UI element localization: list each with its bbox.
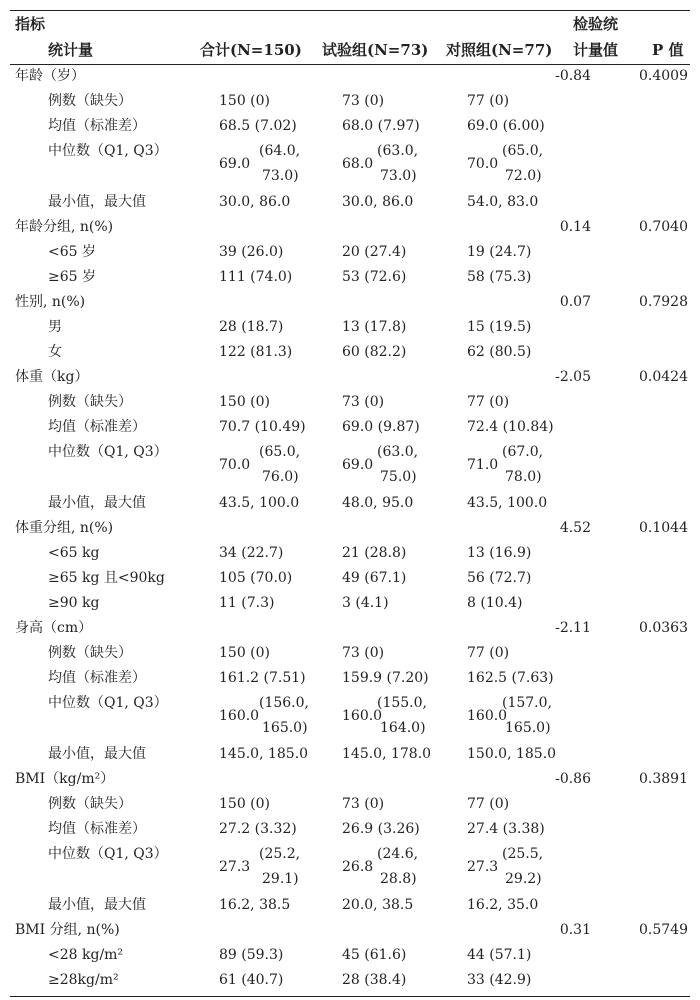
q3-value: 72.0) [505, 168, 542, 184]
row-label: 女 [48, 344, 62, 360]
table-row [0, 943, 700, 968]
control-group-value: 27.4 (3.38) [467, 821, 545, 837]
test-group-value: 45 (61.6) [342, 947, 407, 963]
total-value: 150 (0) [219, 645, 271, 661]
median-value: 70.0 [467, 156, 499, 172]
control-group-value: 150.0, 185.0 [467, 746, 557, 762]
median-row [0, 842, 700, 893]
control-group-value: 44 (57.1) [467, 947, 532, 963]
table-row [0, 817, 700, 842]
table-row [0, 792, 700, 817]
total-value: 34 (22.7) [219, 545, 284, 561]
section-row [0, 616, 700, 641]
section-label: BMI（kg/m²） [15, 771, 115, 787]
table-row [0, 666, 700, 691]
median-value: 27.3 [219, 859, 251, 875]
test-group-value: 53 (72.6) [342, 269, 407, 285]
q1-value: (157.0, [502, 695, 552, 711]
table-row [0, 415, 700, 440]
test-group-value: 28 (38.4) [342, 972, 407, 988]
test-statistic: -2.05 [555, 369, 591, 385]
total-value: 27.2 (3.32) [219, 821, 297, 837]
row-label: 最小值，最大值 [48, 746, 146, 762]
row-label: 最小值，最大值 [48, 495, 146, 511]
row-label: 均值（标准差） [48, 670, 146, 686]
q3-value: 29.2) [505, 871, 542, 887]
section-row [0, 767, 700, 792]
header-indicator: 指标 [15, 15, 46, 33]
total-value: 16.2, 38.5 [219, 897, 291, 913]
total-value: 122 (81.3) [219, 344, 293, 360]
p-value: 0.0424 [639, 369, 688, 385]
test-statistic: -0.86 [555, 771, 591, 787]
header-total: 合计(N=150) [200, 41, 302, 59]
p-value: 0.3891 [639, 771, 688, 787]
control-group-value: 162.5 (7.63) [467, 670, 554, 686]
total-value: 89 (59.3) [219, 947, 284, 963]
header-test-group: 试验组(N=73) [322, 41, 429, 59]
control-group-value: 72.4 (10.84) [467, 419, 554, 435]
median-value: 69.0 [342, 457, 374, 473]
table-row [0, 390, 700, 415]
test-group-value: 69.0 (9.87) [342, 419, 420, 435]
p-value: 0.0363 [639, 620, 688, 636]
test-group-value: 73 (0) [342, 93, 385, 109]
median-value: 27.3 [467, 859, 499, 875]
test-group-value: 13 (17.8) [342, 319, 407, 335]
test-group-value: 145.0, 178.0 [342, 746, 432, 762]
control-group-value: 33 (42.9) [467, 972, 532, 988]
total-value: 43.5, 100.0 [219, 495, 300, 511]
table-row [0, 89, 700, 114]
total-value: 28 (18.7) [219, 319, 284, 335]
row-label: 例数（缺失） [48, 645, 132, 661]
table-row [0, 491, 700, 516]
q3-value: 28.8) [380, 871, 417, 887]
table-row [0, 742, 700, 767]
section-row [0, 215, 700, 240]
test-group-value: 60 (82.2) [342, 344, 407, 360]
q3-value: 165.0) [262, 720, 308, 736]
test-group-value: 26.9 (3.26) [342, 821, 420, 837]
total-value: 70.7 (10.49) [219, 419, 306, 435]
median-row [0, 691, 700, 742]
test-group-value: 3 (4.1) [342, 595, 389, 611]
row-label: ≥28kg/m² [48, 972, 119, 988]
section-row [0, 516, 700, 541]
section-label: 体重（kg） [15, 369, 89, 385]
row-label: 男 [48, 319, 62, 335]
q1-value: (63.0, [377, 143, 419, 159]
section-label: 年龄分组, n(%) [15, 219, 114, 235]
total-value: 145.0, 185.0 [219, 746, 309, 762]
q3-value: 73.0) [380, 168, 417, 184]
test-group-value: 73 (0) [342, 394, 385, 410]
control-group-value: 15 (19.5) [467, 319, 532, 335]
control-group-value: 58 (75.3) [467, 269, 532, 285]
row-label: 例数（缺失） [48, 394, 132, 410]
q1-value: (65.0, [259, 444, 301, 460]
control-group-value: 19 (24.7) [467, 244, 532, 260]
test-group-value: 73 (0) [342, 796, 385, 812]
median-row [0, 440, 700, 491]
row-label: ≥65 岁 [48, 269, 96, 285]
q1-value: (156.0, [259, 695, 309, 711]
section-row [0, 918, 700, 943]
test-group-value: 30.0, 86.0 [342, 194, 414, 210]
total-value: 11 (7.3) [219, 595, 275, 611]
table-row [0, 566, 700, 591]
test-statistic: -0.84 [555, 68, 591, 84]
total-value: 39 (26.0) [219, 244, 284, 260]
control-group-value: 62 (80.5) [467, 344, 532, 360]
header-stat-measure: 统计量 [48, 41, 94, 59]
bottom-rule [10, 996, 690, 997]
header-test-stat-line1: 检验统 [573, 15, 619, 33]
section-row [0, 64, 700, 89]
q1-value: (64.0, [259, 143, 301, 159]
section-row [0, 365, 700, 390]
median-value: 68.0 [342, 156, 374, 172]
q1-value: (67.0, [502, 444, 544, 460]
q1-value: (24.6, [377, 846, 419, 862]
test-group-value: 49 (67.1) [342, 570, 407, 586]
row-label: 最小值，最大值 [48, 897, 146, 913]
q1-value: (25.2, [259, 846, 301, 862]
table-row [0, 114, 700, 139]
table-row [0, 591, 700, 616]
median-value: 69.0 [219, 156, 251, 172]
p-value: 0.7040 [639, 219, 688, 235]
row-label: 最小值，最大值 [48, 194, 146, 210]
section-label: 年龄（岁） [15, 68, 85, 84]
q3-value: 164.0) [380, 720, 426, 736]
test-group-value: 159.9 (7.20) [342, 670, 429, 686]
section-label: 体重分组, n(%) [15, 520, 114, 536]
total-value: 105 (70.0) [219, 570, 293, 586]
test-group-value: 20 (27.4) [342, 244, 407, 260]
row-label: <28 kg/m² [48, 947, 124, 963]
table-row [0, 541, 700, 566]
total-value: 150 (0) [219, 93, 271, 109]
median-value: 71.0 [467, 457, 499, 473]
table-row [0, 340, 700, 365]
total-value: 68.5 (7.02) [219, 118, 297, 134]
q3-value: 75.0) [380, 469, 417, 485]
p-value: 0.4009 [639, 68, 688, 84]
control-group-value: 54.0, 83.0 [467, 194, 539, 210]
median-row [0, 139, 700, 190]
row-label: 中位数（Q1, Q3） [48, 444, 168, 460]
control-group-value: 77 (0) [467, 394, 510, 410]
table-row [0, 641, 700, 666]
control-group-value: 77 (0) [467, 645, 510, 661]
row-label: ≥65 kg 且<90kg [48, 570, 165, 586]
p-value: 0.1044 [639, 520, 688, 536]
section-row [0, 290, 700, 315]
test-group-value: 68.0 (7.97) [342, 118, 420, 134]
test-statistic: 0.31 [559, 922, 591, 938]
q3-value: 78.0) [505, 469, 542, 485]
q1-value: (65.0, [502, 143, 544, 159]
median-value: 160.0 [342, 708, 383, 724]
table-row [0, 240, 700, 265]
control-group-value: 69.0 (6.00) [467, 118, 545, 134]
p-value: 0.7928 [639, 294, 688, 310]
total-value: 111 (74.0) [219, 269, 293, 285]
header-p-value: P 值 [652, 41, 684, 59]
table-row [0, 265, 700, 290]
header-control-group: 对照组(N=77) [446, 41, 553, 59]
q3-value: 165.0) [505, 720, 551, 736]
total-value: 150 (0) [219, 796, 271, 812]
row-label: 均值（标准差） [48, 821, 146, 837]
total-value: 30.0, 86.0 [219, 194, 291, 210]
row-label: 例数（缺失） [48, 796, 132, 812]
section-label: 身高（cm） [15, 620, 93, 636]
top-rule [10, 10, 690, 11]
control-group-value: 8 (10.4) [467, 595, 523, 611]
table-row [0, 190, 700, 215]
table-row [0, 968, 700, 993]
row-label: 均值（标准差） [48, 118, 146, 134]
section-label: 性别, n(%) [15, 294, 86, 310]
test-statistic: 0.14 [559, 219, 591, 235]
table-row [0, 893, 700, 918]
row-label: <65 岁 [48, 244, 96, 260]
median-value: 70.0 [219, 457, 251, 473]
table-row [0, 315, 700, 340]
row-label: 中位数（Q1, Q3） [48, 143, 168, 159]
control-group-value: 16.2, 35.0 [467, 897, 539, 913]
row-label: 例数（缺失） [48, 93, 132, 109]
total-value: 150 (0) [219, 394, 271, 410]
row-label: 中位数（Q1, Q3） [48, 695, 168, 711]
control-group-value: 77 (0) [467, 796, 510, 812]
p-value: 0.5749 [639, 922, 688, 938]
test-group-value: 48.0, 95.0 [342, 495, 414, 511]
control-group-value: 56 (72.7) [467, 570, 532, 586]
median-value: 160.0 [467, 708, 508, 724]
test-statistic: 0.07 [559, 294, 591, 310]
total-value: 61 (40.7) [219, 972, 284, 988]
row-label: 均值（标准差） [48, 419, 146, 435]
q3-value: 29.1) [262, 871, 299, 887]
q3-value: 76.0) [262, 469, 299, 485]
test-statistic: 4.52 [559, 520, 591, 536]
row-label: <65 kg [48, 545, 100, 561]
test-statistic: -2.11 [555, 620, 591, 636]
row-label: 中位数（Q1, Q3） [48, 846, 168, 862]
control-group-value: 43.5, 100.0 [467, 495, 548, 511]
section-label: BMI 分组, n(%) [15, 922, 120, 938]
test-group-value: 73 (0) [342, 645, 385, 661]
median-value: 26.8 [342, 859, 374, 875]
test-group-value: 21 (28.8) [342, 545, 407, 561]
q1-value: (155.0, [377, 695, 427, 711]
q1-value: (63.0, [377, 444, 419, 460]
test-group-value: 20.0, 38.5 [342, 897, 414, 913]
q1-value: (25.5, [502, 846, 544, 862]
median-value: 160.0 [219, 708, 260, 724]
total-value: 161.2 (7.51) [219, 670, 306, 686]
row-label: ≥90 kg [48, 595, 100, 611]
control-group-value: 77 (0) [467, 93, 510, 109]
header-test-stat-line2: 计量值 [573, 41, 619, 59]
control-group-value: 13 (16.9) [467, 545, 532, 561]
q3-value: 73.0) [262, 168, 299, 184]
